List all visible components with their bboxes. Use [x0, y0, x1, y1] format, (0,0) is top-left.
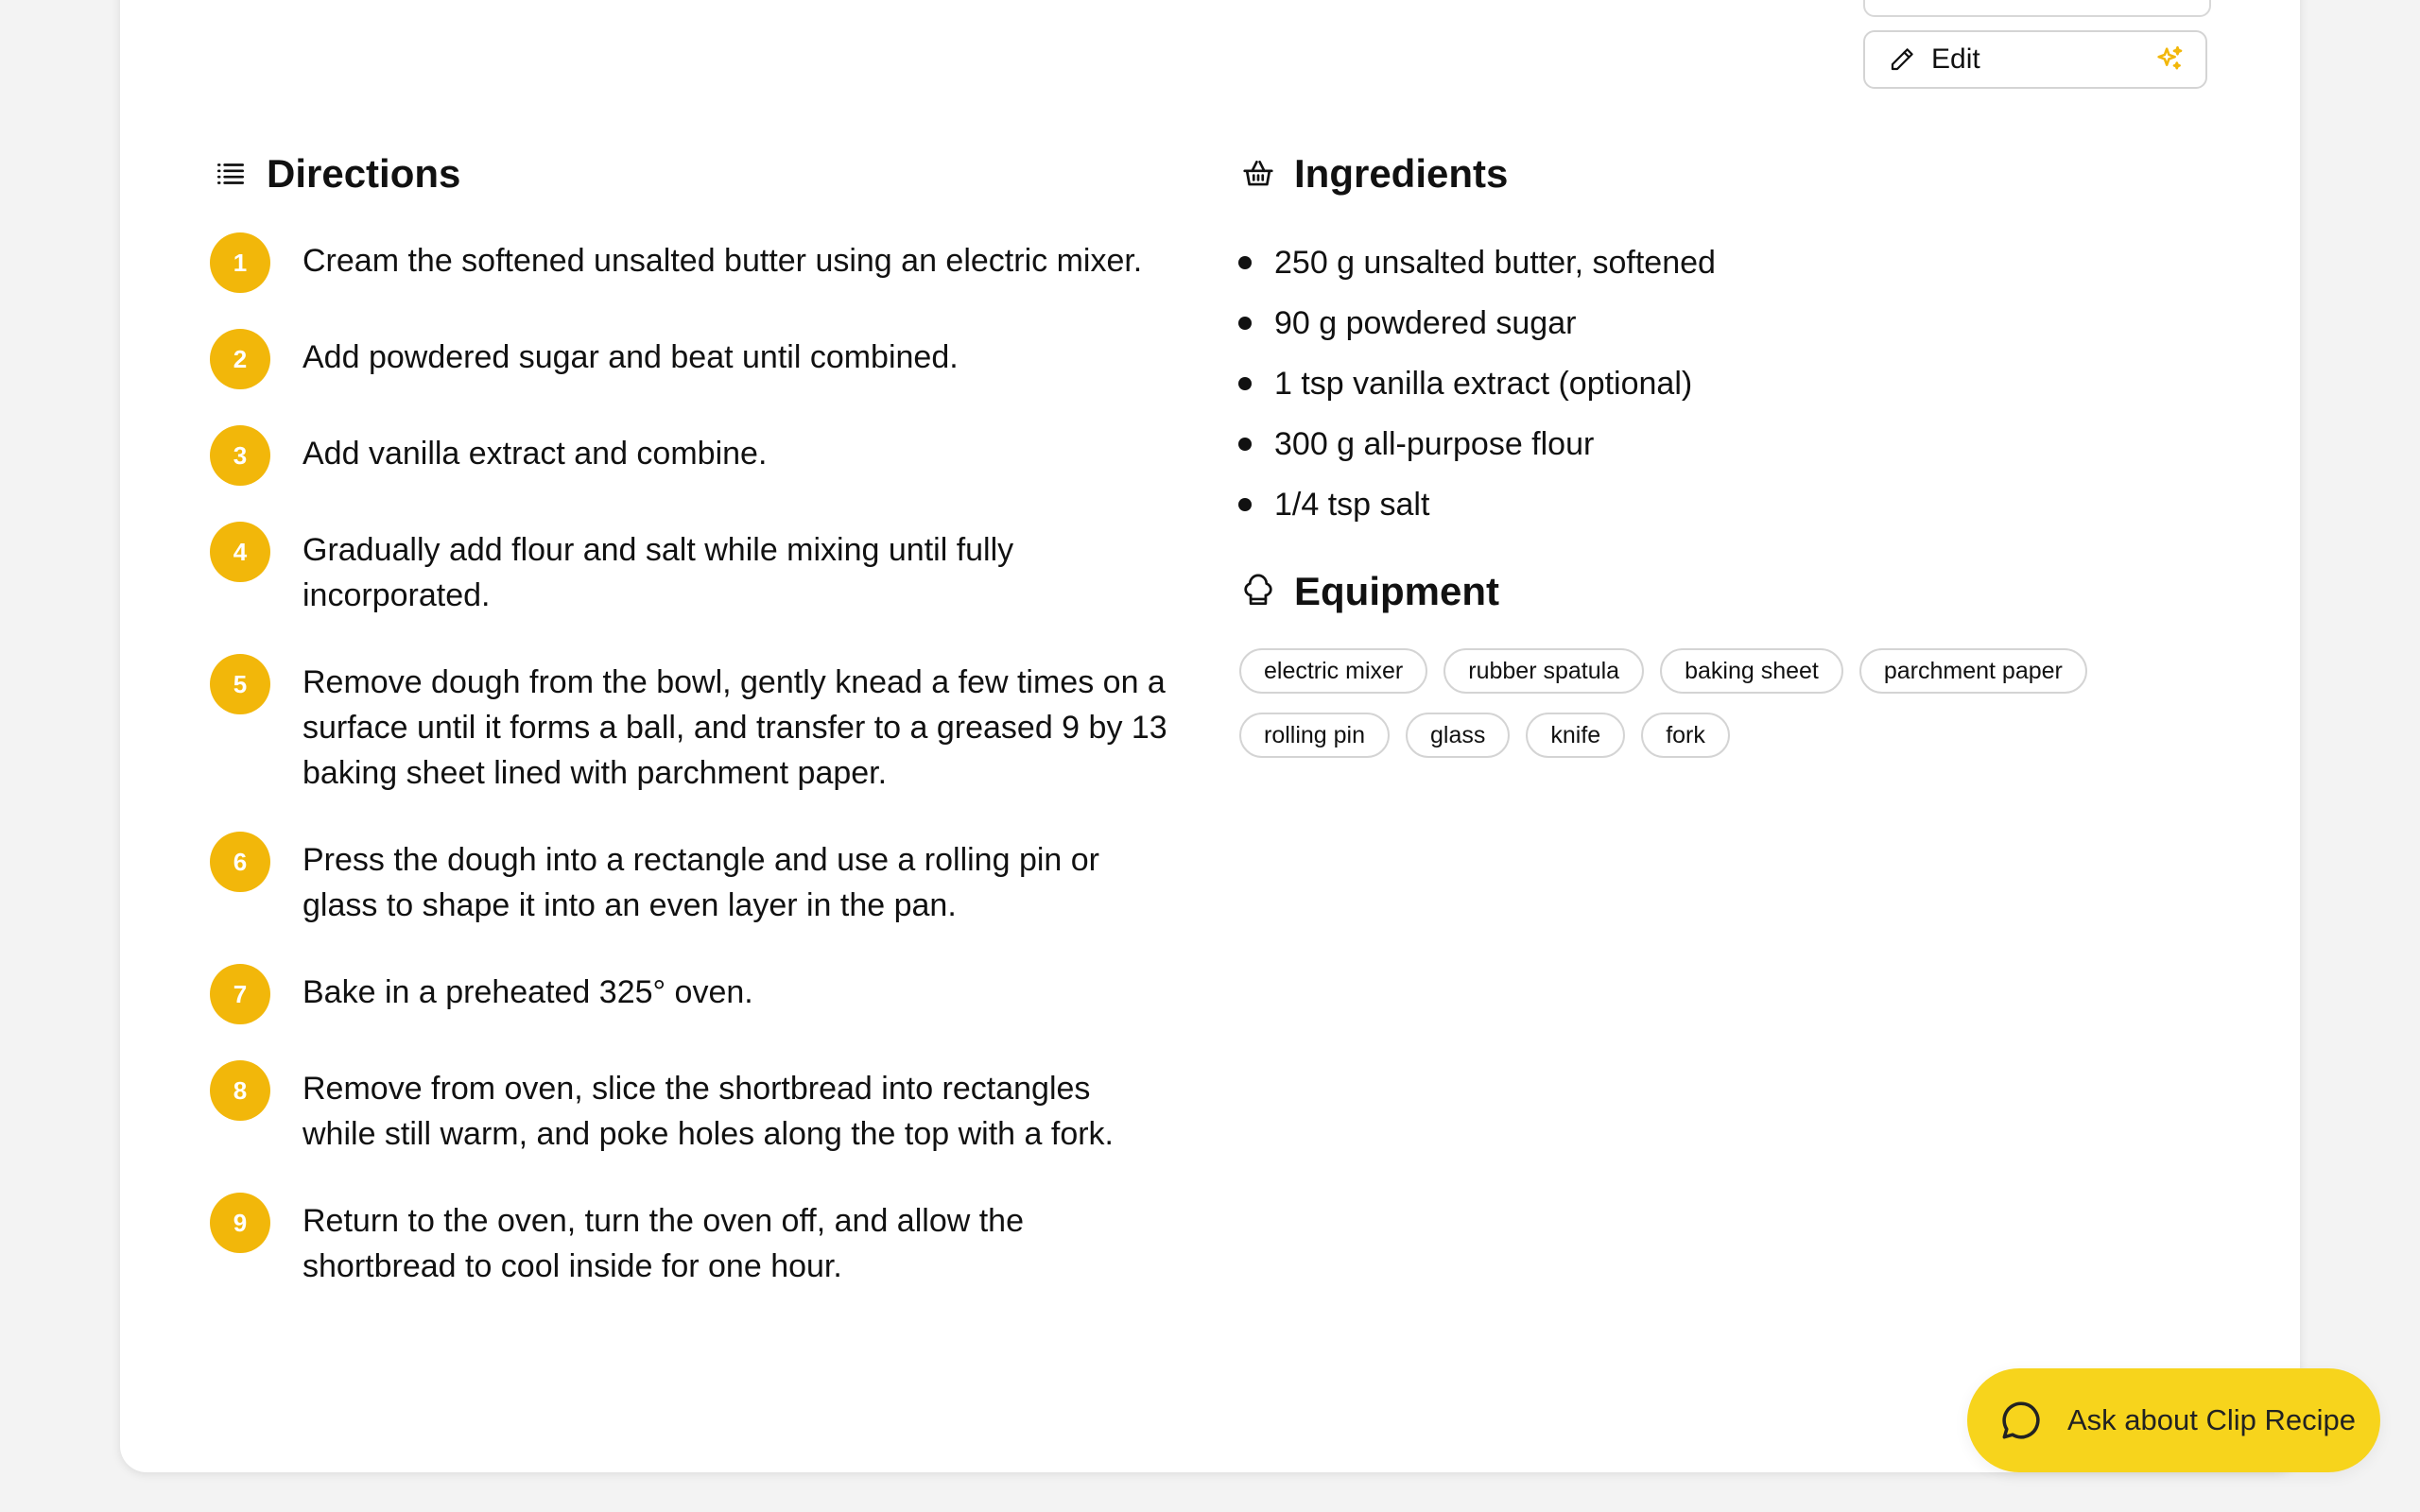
- direction-step: [210, 522, 1174, 618]
- ingredient-text: 250 g unsalted butter, softened: [1274, 244, 1716, 281]
- step-number: 5: [210, 654, 270, 714]
- equipment-chip[interactable]: fork: [1641, 713, 1730, 758]
- step-text: Add powdered sugar and beat until combined.: [302, 339, 959, 375]
- bullet: [1238, 498, 1252, 511]
- ingredients-list: [1238, 232, 2184, 535]
- directions-heading: [212, 151, 460, 197]
- direction-step: [210, 1193, 1174, 1289]
- step-text: Gradually add flour and salt while mixing until fully incorporated.: [302, 532, 1014, 613]
- ingredient-item: [1238, 353, 2184, 414]
- pencil-icon: [1886, 43, 1918, 76]
- equipment-heading: [1239, 569, 1499, 614]
- equipment-chip[interactable]: electric mixer: [1239, 648, 1427, 694]
- equipment-chip[interactable]: rubber spatula: [1443, 648, 1644, 694]
- bullet: [1238, 256, 1252, 269]
- edit-button[interactable]: [1863, 30, 2207, 89]
- bullet: [1238, 377, 1252, 390]
- equipment-chip[interactable]: glass: [1406, 713, 1510, 758]
- direction-step: [210, 654, 1174, 796]
- ask-about-recipe-button[interactable]: [1967, 1368, 2380, 1472]
- directions-title: Directions: [267, 151, 461, 196]
- ingredient-item: [1238, 474, 2184, 535]
- ingredient-item: [1238, 232, 2184, 293]
- equipment-chip[interactable]: baking sheet: [1660, 648, 1843, 694]
- step-text: Remove from oven, slice the shortbread into rectangles while still warm, and poke holes along the top with a fork.: [302, 1071, 1115, 1152]
- direction-step: [210, 232, 1174, 293]
- chef-hat-icon: [1239, 573, 1277, 610]
- step-text: Cream the softened unsalted butter using an electric mixer.: [302, 243, 1143, 279]
- direction-step: [210, 425, 1174, 486]
- step-number: 1: [210, 232, 270, 293]
- direction-step: [210, 832, 1174, 928]
- sparkle-icon: [2152, 43, 2187, 77]
- equipment-chip[interactable]: parchment paper: [1859, 648, 2087, 694]
- equipment-chips: [1239, 648, 2204, 777]
- ask-button-label: Ask about Clip Recipe: [2067, 1403, 2356, 1436]
- step-number: 3: [210, 425, 270, 486]
- menu-button-partial[interactable]: [1863, 0, 2211, 17]
- bullet: [1238, 317, 1252, 330]
- direction-step: [210, 329, 1174, 389]
- ingredients-heading: [1239, 151, 1508, 197]
- step-text: Press the dough into a rectangle and use a rolling pin or glass to shape it into an even layer in the pan.: [302, 842, 1099, 923]
- step-text: Bake in a preheated 325° oven.: [302, 974, 753, 1010]
- step-number: 8: [210, 1060, 270, 1121]
- edit-button-label: Edit: [1931, 43, 1980, 75]
- step-number: 6: [210, 832, 270, 892]
- step-number: 4: [210, 522, 270, 582]
- equipment-chip[interactable]: knife: [1526, 713, 1625, 758]
- direction-step: [210, 1060, 1174, 1157]
- ingredient-text: 1/4 tsp salt: [1274, 486, 1430, 523]
- ingredients-title: Ingredients: [1294, 151, 1509, 196]
- direction-step: [210, 964, 1174, 1024]
- step-number: 9: [210, 1193, 270, 1253]
- step-text: Remove dough from the bowl, gently knead a few times on a surface until it forms a ball, and transfer to a greased 9 by 13 baking sheet lined with parchment paper.: [302, 664, 1167, 791]
- step-number: 2: [210, 329, 270, 389]
- equipment-title: Equipment: [1294, 569, 1499, 613]
- chat-bubble-icon: [1996, 1395, 2047, 1446]
- ingredient-item: [1238, 414, 2184, 474]
- directions-list: [210, 232, 1174, 1325]
- ingredient-text: 300 g all-purpose flour: [1274, 425, 1595, 462]
- ingredient-item: [1238, 293, 2184, 353]
- step-number: 7: [210, 964, 270, 1024]
- equipment-chip[interactable]: rolling pin: [1239, 713, 1390, 758]
- ingredient-text: 1 tsp vanilla extract (optional): [1274, 365, 1693, 402]
- step-text: Add vanilla extract and combine.: [302, 436, 768, 472]
- ingredient-text: 90 g powdered sugar: [1274, 304, 1577, 341]
- step-text: Return to the oven, turn the oven off, and allow the shortbread to cool inside for one hour.: [302, 1203, 1024, 1284]
- list-icon: [212, 155, 250, 193]
- basket-icon: [1239, 155, 1277, 193]
- bullet: [1238, 438, 1252, 451]
